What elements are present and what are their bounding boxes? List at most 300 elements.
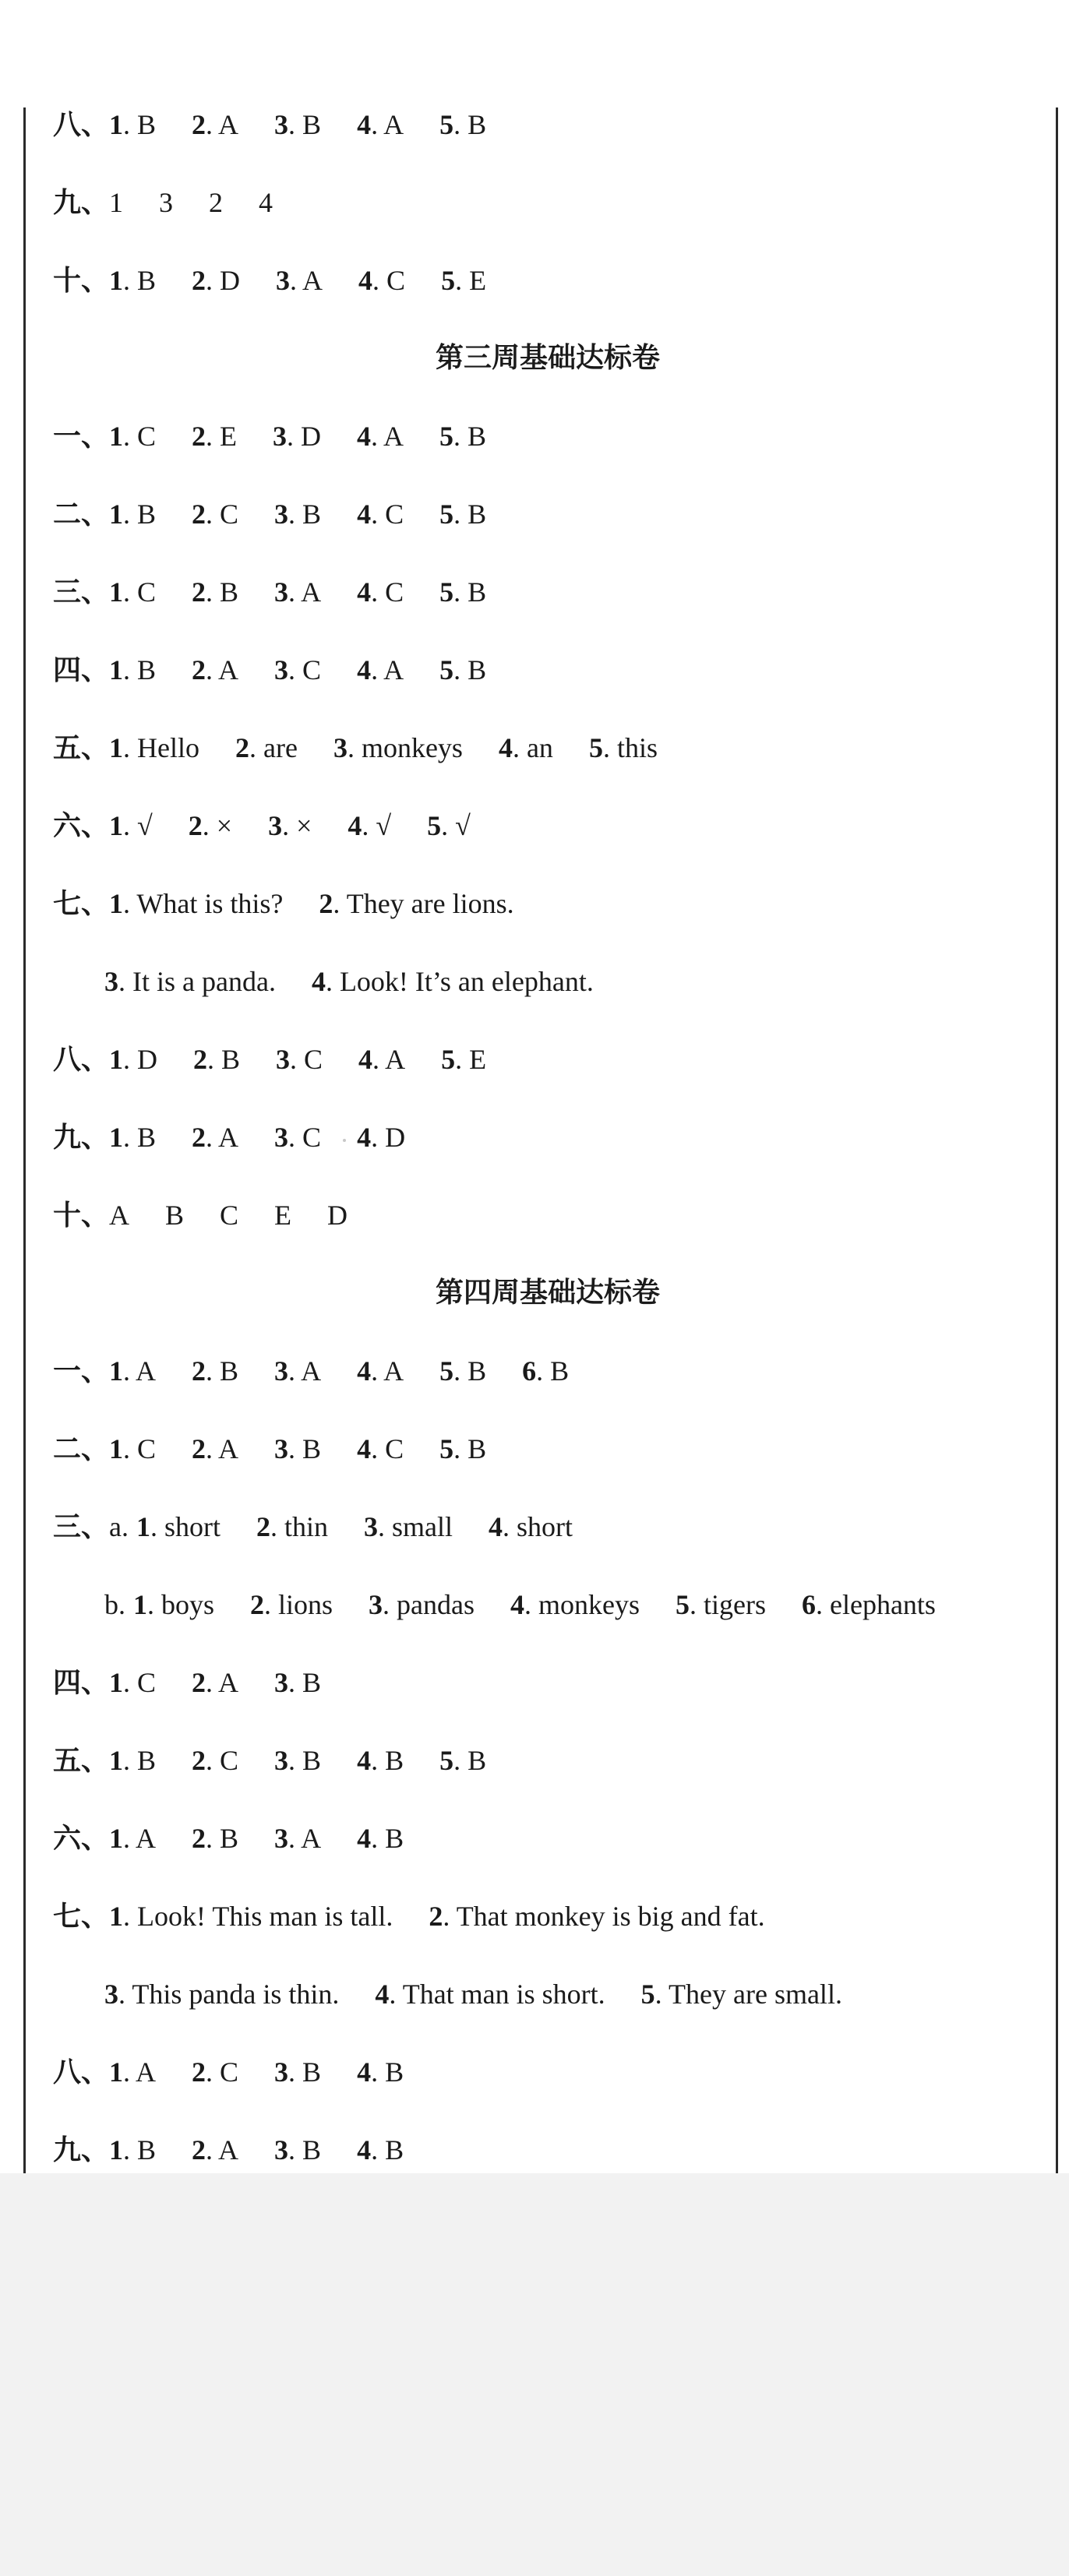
answer-number: 2 bbox=[429, 1901, 443, 1932]
answer-number: 4 bbox=[357, 654, 372, 685]
answer-number: 2 bbox=[192, 1823, 206, 1854]
answer-item bbox=[109, 414, 156, 458]
answer-item bbox=[439, 1427, 486, 1471]
answer-item bbox=[802, 1583, 936, 1626]
answer-text: D bbox=[327, 1200, 348, 1231]
answer-number-dot: . bbox=[206, 1667, 219, 1698]
answer-number: 2 bbox=[192, 1667, 206, 1698]
answer-line bbox=[53, 726, 1043, 804]
answer-item bbox=[441, 1038, 486, 1081]
answer-text: It is a panda. bbox=[132, 966, 276, 997]
answer-number-dot: . bbox=[123, 1433, 138, 1464]
answer-text: E bbox=[220, 421, 238, 452]
answer-number: 1 bbox=[109, 1044, 124, 1075]
answer-number: 4 bbox=[357, 2056, 372, 2088]
answer-number-dot: . bbox=[524, 1589, 538, 1620]
answer-number-dot: . bbox=[123, 2056, 136, 2088]
answer-number-dot: . bbox=[206, 265, 221, 296]
answer-number: 1 bbox=[109, 2134, 124, 2165]
answer-number: 1 bbox=[109, 2056, 124, 2088]
answer-number: 3 bbox=[274, 1433, 289, 1464]
answer-number-dot: . bbox=[249, 732, 263, 763]
answer-number-dot: . bbox=[536, 1355, 551, 1387]
answer-number: 1 bbox=[109, 1901, 124, 1932]
answer-number-dot: . bbox=[123, 888, 137, 919]
answer-text: B bbox=[385, 2056, 404, 2088]
answer-item bbox=[109, 181, 123, 224]
answer-text: C bbox=[386, 265, 406, 296]
answer-item bbox=[439, 492, 486, 536]
answer-text: A bbox=[218, 654, 239, 685]
answer-number: 4 bbox=[311, 966, 326, 997]
answer-number-dot: . bbox=[453, 654, 468, 685]
answer-item bbox=[439, 570, 486, 614]
answer-number: 4 bbox=[357, 1823, 372, 1854]
answer-item bbox=[274, 103, 321, 146]
answer-text: A bbox=[301, 576, 322, 608]
answer-line bbox=[53, 1427, 1043, 1505]
answer-number: 2 bbox=[192, 1122, 206, 1153]
answer-number-dot: . bbox=[147, 1589, 161, 1620]
answer-item bbox=[259, 181, 273, 224]
answer-item bbox=[439, 103, 486, 146]
answer-item bbox=[369, 1583, 475, 1626]
answer-number: 3 bbox=[274, 2134, 289, 2165]
answer-number-dot: . bbox=[371, 1122, 386, 1153]
answer-text: monkeys bbox=[361, 732, 463, 763]
answer-text: B bbox=[385, 1745, 404, 1776]
answer-number: 5 bbox=[427, 810, 442, 841]
answer-number-dot: . bbox=[123, 1355, 136, 1387]
answer-item bbox=[510, 1583, 640, 1626]
answer-item bbox=[489, 1505, 573, 1549]
answer-text: A bbox=[218, 1433, 239, 1464]
answer-number: 2 bbox=[192, 1355, 206, 1387]
answer-number-dot: . bbox=[371, 1355, 384, 1387]
answer-number: 6 bbox=[522, 1355, 537, 1387]
answer-line bbox=[53, 259, 1043, 337]
answer-number-dot: . bbox=[288, 576, 302, 608]
answer-text: B bbox=[467, 1745, 487, 1776]
answer-item bbox=[192, 648, 238, 692]
answer-text: A bbox=[385, 1044, 406, 1075]
answer-item bbox=[109, 1817, 156, 1860]
answer-text: an bbox=[526, 732, 553, 763]
answer-text: C bbox=[137, 576, 157, 608]
answer-item bbox=[192, 1427, 238, 1471]
answer-item bbox=[192, 1739, 238, 1782]
answer-number: 4 bbox=[357, 109, 372, 140]
answer-line bbox=[53, 570, 1043, 648]
answer-item bbox=[499, 726, 553, 770]
answer-item bbox=[109, 259, 156, 302]
answer-item bbox=[109, 1739, 156, 1782]
answer-line bbox=[53, 804, 1043, 882]
answer-text: Hello bbox=[137, 732, 199, 763]
answer-item bbox=[274, 1739, 321, 1782]
answer-item bbox=[273, 414, 321, 458]
answer-text: A bbox=[301, 1823, 322, 1854]
answer-number-dot: . bbox=[264, 1589, 279, 1620]
answer-number: 5 bbox=[441, 1044, 456, 1075]
answer-number-dot: . bbox=[288, 109, 303, 140]
answer-item bbox=[274, 648, 321, 692]
answer-text: B bbox=[467, 576, 487, 608]
answer-line bbox=[53, 1038, 1043, 1115]
answer-text: B bbox=[467, 654, 487, 685]
answer-item bbox=[109, 1427, 156, 1471]
right-margin-rule bbox=[1056, 107, 1058, 2173]
answer-number-dot: . bbox=[288, 1667, 303, 1698]
question-group-mark: 四、 bbox=[53, 1667, 110, 1699]
answer-number-dot: . bbox=[206, 1433, 219, 1464]
answer-text: B bbox=[302, 499, 322, 530]
question-group-mark: 五、 bbox=[53, 1745, 110, 1777]
answer-line bbox=[53, 648, 1043, 726]
answer-number: 2 bbox=[192, 654, 206, 685]
answer-text: B bbox=[220, 1823, 239, 1854]
answer-text: 4 bbox=[259, 187, 273, 218]
answer-text: short bbox=[517, 1511, 573, 1542]
answer-text: That man is short. bbox=[402, 1979, 605, 2010]
answer-number: 4 bbox=[498, 732, 513, 763]
answer-number-dot: . bbox=[123, 2134, 138, 2165]
answer-item bbox=[109, 1894, 393, 1938]
answer-text: are bbox=[263, 732, 298, 763]
answer-number-dot: . bbox=[371, 2056, 386, 2088]
answer-item bbox=[357, 2050, 404, 2094]
answer-text: pandas bbox=[397, 1589, 475, 1620]
answer-item bbox=[357, 1349, 404, 1393]
answer-number: 4 bbox=[357, 499, 372, 530]
answer-number-dot: . bbox=[347, 732, 362, 763]
answer-text: C bbox=[220, 2056, 239, 2088]
answer-number: 3 bbox=[273, 421, 288, 452]
answer-text: B bbox=[302, 109, 322, 140]
answer-number: 3 bbox=[274, 109, 289, 140]
answer-text: B bbox=[302, 1667, 322, 1698]
answer-item bbox=[192, 1115, 238, 1159]
question-group-mark: 二、 bbox=[53, 499, 110, 530]
answer-item bbox=[109, 570, 156, 614]
answer-text: C bbox=[220, 1200, 239, 1231]
scan-speck bbox=[343, 1139, 346, 1142]
answer-number: 3 bbox=[274, 576, 289, 608]
answer-item bbox=[357, 103, 404, 146]
answer-number-dot: . bbox=[206, 421, 221, 452]
answer-text: B bbox=[137, 499, 157, 530]
answer-text: D bbox=[220, 265, 241, 296]
answer-text: A bbox=[218, 1667, 239, 1698]
answer-item bbox=[109, 2128, 156, 2172]
answer-line bbox=[53, 2128, 1043, 2206]
answer-number: 4 bbox=[357, 1433, 372, 1464]
answer-text: B bbox=[385, 2134, 404, 2165]
question-group-mark: 八、 bbox=[53, 1044, 110, 1076]
answer-number-dot: . bbox=[371, 1433, 386, 1464]
answer-number: 2 bbox=[192, 2056, 206, 2088]
answer-number-dot: . bbox=[372, 1044, 386, 1075]
answer-text: B bbox=[302, 2056, 322, 2088]
answer-text: B bbox=[467, 109, 487, 140]
answer-item bbox=[522, 1349, 569, 1393]
question-group-mark: 二、 bbox=[53, 1433, 110, 1465]
answer-line-continuation bbox=[53, 1583, 1043, 1661]
answer-text: B bbox=[302, 1433, 322, 1464]
answer-item bbox=[268, 804, 312, 848]
answer-number-dot: . bbox=[206, 2056, 221, 2088]
answer-number: 3 bbox=[274, 1667, 289, 1698]
answer-number: 5 bbox=[588, 732, 603, 763]
answer-number-dot: . bbox=[123, 1044, 138, 1075]
answer-number-dot: . bbox=[371, 421, 384, 452]
answer-number-dot: . bbox=[206, 654, 219, 685]
answer-number-dot: . bbox=[288, 499, 303, 530]
answer-number: 2 bbox=[192, 265, 206, 296]
question-group-mark: 三、 bbox=[53, 576, 110, 608]
answer-item bbox=[276, 1038, 323, 1081]
left-margin-rule bbox=[23, 107, 26, 2173]
answer-item bbox=[109, 648, 156, 692]
answer-number: 2 bbox=[192, 499, 206, 530]
answer-item bbox=[192, 1349, 238, 1393]
answer-item bbox=[427, 804, 471, 848]
question-group-mark: 九、 bbox=[53, 2134, 110, 2166]
answer-item bbox=[193, 1038, 240, 1081]
answer-text: A bbox=[109, 1200, 130, 1231]
answer-number-dot: . bbox=[371, 1823, 386, 1854]
answer-number: 3 bbox=[274, 499, 289, 530]
answer-item bbox=[192, 1817, 238, 1860]
answer-text: B bbox=[385, 1823, 404, 1854]
answer-item bbox=[109, 804, 153, 848]
answer-number-dot: . bbox=[443, 1901, 457, 1932]
question-group-mark: 五、 bbox=[53, 732, 110, 764]
answer-number-dot: . bbox=[123, 1823, 136, 1854]
answer-number-dot: . bbox=[206, 1823, 221, 1854]
answer-number: 2 bbox=[192, 421, 206, 452]
answer-line bbox=[53, 1349, 1043, 1427]
answer-item bbox=[357, 1817, 404, 1860]
answer-text: √ bbox=[455, 810, 471, 841]
answer-text: B bbox=[137, 2134, 157, 2165]
answer-text: boys bbox=[161, 1589, 215, 1620]
question-group-mark: 十、 bbox=[53, 265, 110, 297]
answer-number: 2 bbox=[192, 576, 206, 608]
answer-number-dot: . bbox=[325, 966, 340, 997]
answer-text: B bbox=[550, 1355, 570, 1387]
answer-number: 1 bbox=[109, 1745, 124, 1776]
answer-number-dot: . bbox=[123, 109, 138, 140]
answer-number: 5 bbox=[439, 499, 454, 530]
answer-number-dot: . bbox=[453, 1355, 468, 1387]
answer-number-dot: . bbox=[453, 576, 468, 608]
answer-text: monkeys bbox=[538, 1589, 640, 1620]
answer-line bbox=[53, 1505, 1043, 1583]
answer-number: 2 bbox=[235, 732, 249, 763]
answer-item bbox=[357, 492, 404, 536]
answer-number-dot: . bbox=[371, 499, 386, 530]
answer-item bbox=[357, 648, 404, 692]
answer-line bbox=[53, 1817, 1043, 1894]
answer-item bbox=[589, 726, 658, 770]
answer-number-dot: . bbox=[362, 810, 376, 841]
answer-item bbox=[192, 1661, 238, 1704]
answer-item bbox=[357, 570, 404, 614]
answer-number: 3 bbox=[274, 654, 289, 685]
answer-number-dot: . bbox=[371, 576, 386, 608]
answer-number-dot: . bbox=[150, 1511, 164, 1542]
question-group-mark: 七、 bbox=[53, 888, 110, 920]
answer-number: 3 bbox=[274, 2056, 289, 2088]
answer-number: 5 bbox=[439, 1745, 454, 1776]
answer-line bbox=[53, 1739, 1043, 1817]
answer-text: A bbox=[302, 265, 323, 296]
answer-number-dot: . bbox=[270, 1511, 284, 1542]
answer-line bbox=[53, 882, 1043, 960]
answer-number: 4 bbox=[357, 421, 372, 452]
answer-number: 4 bbox=[357, 1122, 372, 1153]
answer-item bbox=[274, 1661, 321, 1704]
answer-number-dot: . bbox=[512, 732, 527, 763]
answer-number-dot: . bbox=[123, 1901, 138, 1932]
answer-text: B bbox=[137, 265, 157, 296]
answer-number: 2 bbox=[192, 1745, 206, 1776]
answer-item bbox=[676, 1583, 766, 1626]
answer-number: 1 bbox=[109, 109, 124, 140]
answer-item bbox=[358, 259, 405, 302]
answer-text: E bbox=[469, 1044, 487, 1075]
answer-number-dot: . bbox=[288, 1433, 303, 1464]
answer-number-dot: . bbox=[288, 1823, 302, 1854]
answer-text: A bbox=[136, 2056, 157, 2088]
answer-number: 3 bbox=[268, 810, 283, 841]
answer-line bbox=[53, 1115, 1043, 1193]
answer-item bbox=[109, 882, 283, 925]
answer-number-dot: . bbox=[690, 1589, 704, 1620]
answer-number-dot: . bbox=[123, 499, 138, 530]
answer-number-dot: . bbox=[123, 1122, 138, 1153]
answer-number: 3 bbox=[274, 1122, 289, 1153]
answer-text: B bbox=[467, 1355, 487, 1387]
answer-text: small bbox=[392, 1511, 453, 1542]
answer-key-content bbox=[53, 103, 1043, 2206]
answer-text: E bbox=[469, 265, 487, 296]
answer-item bbox=[276, 259, 323, 302]
answer-item bbox=[375, 1972, 605, 2016]
answer-line bbox=[53, 103, 1043, 181]
answer-text: B bbox=[467, 499, 487, 530]
answer-text: 2 bbox=[209, 187, 224, 218]
answer-number-dot: . bbox=[123, 1745, 138, 1776]
answer-item bbox=[358, 1038, 405, 1081]
answer-item bbox=[274, 1817, 321, 1860]
answer-text: C bbox=[137, 421, 157, 452]
answer-text: C bbox=[302, 654, 322, 685]
answer-item bbox=[357, 414, 404, 458]
answer-text: A bbox=[383, 654, 404, 685]
answer-item bbox=[274, 1349, 321, 1393]
answer-number: 5 bbox=[439, 421, 454, 452]
answer-item bbox=[165, 1193, 184, 1237]
answer-number-dot: . bbox=[290, 265, 303, 296]
answer-item bbox=[439, 1739, 486, 1782]
answer-number-dot: . bbox=[206, 1355, 221, 1387]
answer-number-dot: . bbox=[654, 1979, 669, 2010]
answer-text: × bbox=[296, 810, 312, 841]
answer-item bbox=[189, 804, 232, 848]
answer-number: 4 bbox=[357, 1745, 372, 1776]
answer-number: 1 bbox=[109, 1355, 124, 1387]
answer-number: 1 bbox=[109, 1823, 124, 1854]
answer-item bbox=[192, 259, 240, 302]
answer-line bbox=[53, 181, 1043, 259]
answer-number: 4 bbox=[357, 1355, 372, 1387]
answer-number: 3 bbox=[274, 1745, 289, 1776]
answer-item bbox=[274, 1193, 291, 1237]
answer-line-continuation bbox=[53, 960, 1043, 1038]
answer-item bbox=[136, 1505, 221, 1549]
answer-number: 4 bbox=[357, 2134, 372, 2165]
answer-number-dot: . bbox=[206, 499, 221, 530]
answer-text: C bbox=[220, 1745, 239, 1776]
answer-number-dot: . bbox=[207, 1044, 222, 1075]
answer-number-dot: . bbox=[123, 732, 138, 763]
answer-number-dot: . bbox=[453, 109, 468, 140]
answer-number: 2 bbox=[319, 888, 333, 919]
answer-text: A bbox=[136, 1355, 157, 1387]
answer-number: 3 bbox=[364, 1511, 379, 1542]
answer-item bbox=[357, 1427, 404, 1471]
answer-number-dot: . bbox=[453, 499, 468, 530]
answer-item bbox=[439, 414, 486, 458]
answer-item bbox=[109, 1115, 156, 1159]
answer-item bbox=[274, 1427, 321, 1471]
question-group-mark: 八、 bbox=[53, 109, 110, 141]
answer-line bbox=[53, 2050, 1043, 2128]
answer-number: 2 bbox=[250, 1589, 265, 1620]
answer-number: 4 bbox=[348, 810, 362, 841]
answer-number-dot: . bbox=[123, 265, 138, 296]
question-group-mark: 一、 bbox=[53, 1355, 110, 1387]
answer-item bbox=[192, 103, 238, 146]
answer-number: 4 bbox=[510, 1589, 524, 1620]
answer-text: B bbox=[221, 1044, 241, 1075]
answer-item bbox=[274, 2050, 321, 2094]
section-heading: 第三周基础达标卷 bbox=[435, 342, 660, 374]
answer-line bbox=[53, 1661, 1043, 1739]
answer-text: A bbox=[218, 1122, 239, 1153]
answer-number-dot: . bbox=[206, 109, 219, 140]
answer-text: A bbox=[218, 2134, 239, 2165]
answer-text: E bbox=[274, 1200, 292, 1231]
answer-number: 1 bbox=[133, 1589, 147, 1620]
answer-number: 3 bbox=[333, 732, 348, 763]
answer-item bbox=[256, 1505, 328, 1549]
answer-item bbox=[192, 492, 238, 536]
answer-item bbox=[357, 2128, 404, 2172]
answer-number-dot: . bbox=[371, 2134, 386, 2165]
answer-item bbox=[327, 1193, 348, 1237]
answer-number-dot: . bbox=[378, 1511, 393, 1542]
answer-number: 1 bbox=[109, 888, 124, 919]
answer-number-dot: . bbox=[202, 810, 217, 841]
answer-number: 2 bbox=[256, 1511, 270, 1542]
answer-number: 1 bbox=[109, 499, 124, 530]
answer-text: A bbox=[383, 109, 404, 140]
answer-number: 2 bbox=[193, 1044, 208, 1075]
answer-number-dot: . bbox=[602, 732, 617, 763]
